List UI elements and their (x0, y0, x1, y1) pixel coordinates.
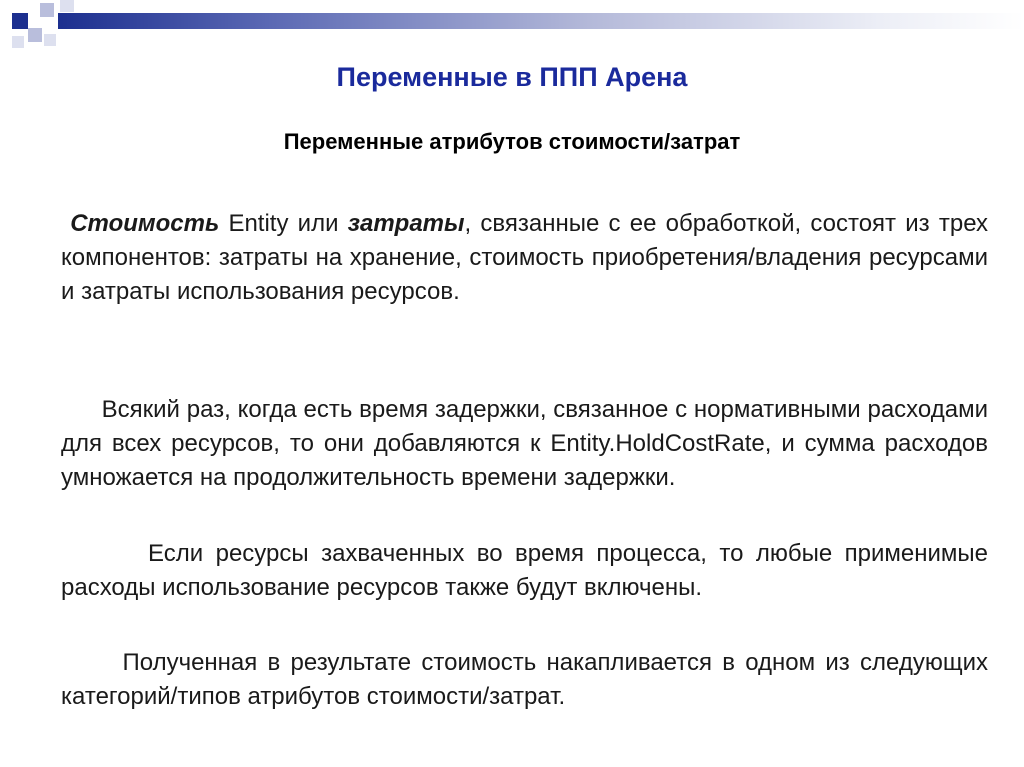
slide-subtitle: Переменные атрибутов стоимости/затрат (283, 129, 741, 154)
paragraph-hold-cost (61, 393, 988, 495)
paragraph-text: , связанные с ее обработкой, состоят из трех компонентов: затраты на хранение, стоимость приобретения/владения ресурсами и затраты использования ресурсов. (61, 210, 989, 305)
paragraph-text: Entity или (219, 210, 348, 237)
deco-square (12, 36, 24, 48)
deco-square (12, 13, 28, 29)
deco-square (44, 34, 56, 46)
deco-square (40, 3, 54, 17)
header-gradient-bar (58, 13, 1024, 29)
header-decoration (0, 0, 1024, 60)
paragraph-resource-cost (61, 537, 988, 605)
slide-title: Переменные в ППП Арена (336, 62, 688, 92)
deco-square (28, 28, 42, 42)
paragraph-text: Если ресурсы захваченных во время процесса, то любые применимые расходы использование ресурсов также будут включены. (61, 540, 988, 601)
paragraph-text: Всякий раз, когда есть время задержки, связанное с нормативными расходами для всех ресурсов, то они добавляются к Entity.HoldCostRate, и сумма расходов умножается на продолжительность времени задержки. (61, 396, 988, 491)
deco-square (60, 0, 74, 12)
paragraph-text: Полученная в результате стоимость накапливается в одном из следующих категорий/типов атрибутов стоимости/затрат. (61, 649, 989, 710)
term-expenses: затраты (347, 210, 465, 237)
paragraph-cost-components (61, 207, 988, 309)
term-cost: Стоимость (70, 210, 220, 237)
paragraph-accumulated-cost (61, 646, 988, 714)
